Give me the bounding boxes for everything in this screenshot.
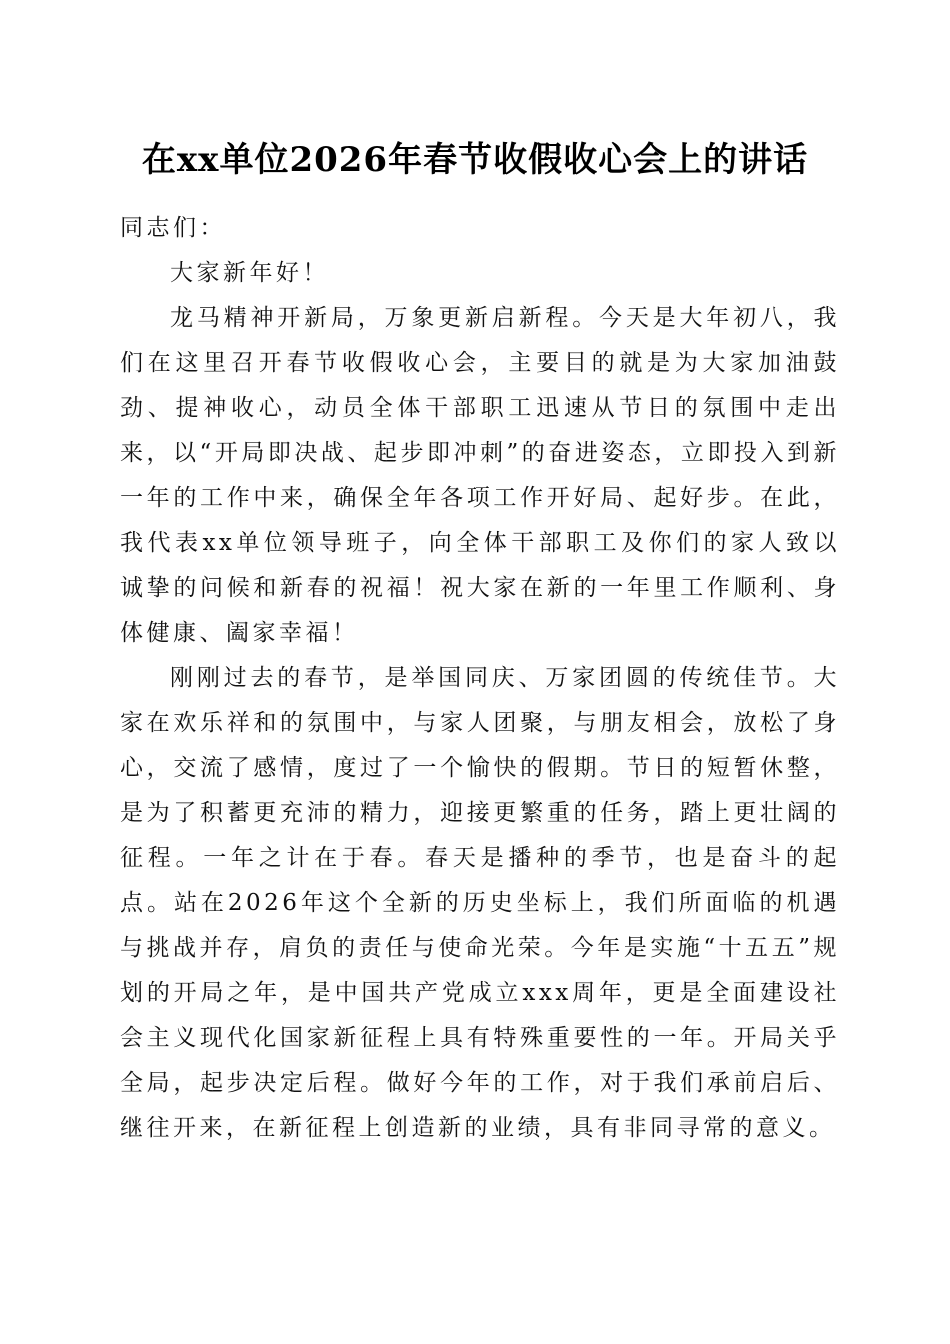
- paragraph-opening: 龙马精神开新局，万象更新启新程。今天是大年初八，我们在这里召开春节收假收心会，主要目的就是为大家加油鼓劲、提神收心，动员全体干部职工迅速从节日的氛围中走出来，以“开局即决战、起步即冲刺”的奋进姿态，立即投入到新一年的工作中来，确保全年各项工作开好局、起好步。在此，我代表xx单位领导班子，向全体干部职工及你们的家人致以诚挚的问候和新春的祝福！祝大家在新的一年里工作顺利、身体健康、阖家幸福！: [120, 305, 840, 646]
- paragraph-greeting: 大家新年好！: [170, 260, 329, 286]
- document-title: 在xx单位2026年春节收假收心会上的讲话: [141, 140, 809, 180]
- salutation: 同志们：: [120, 215, 226, 241]
- paragraph-spring-festival: 刚刚过去的春节，是举国同庆、万家团圆的传统佳节。大家在欢乐祥和的氛围中，与家人团聚，与朋友相会，放松了身心，交流了感情，度过了一个愉快的假期。节日的短暂休整，是为了积蓄更充沛的精力，迎接更繁重的任务，踏上更壮阔的征程。一年之计在于春。春天是播种的季节，也是奋斗的起点。站在2026年这个全新的历史坐标上，我们所面临的机遇与挑战并存，肩负的责任与使命光荣。今年是实施“十五五”规划的开局之年，是中国共产党成立xxx周年，更是全面建设社会主义现代化国家新征程上具有特殊重要性的一年。开局关乎全局，起步决定后程。做好今年的工作，对于我们承前启后、继往开来，在新征程上创造新的业绩，具有非同寻常的意义。: [120, 665, 840, 1141]
- document-body: [120, 206, 840, 1151]
